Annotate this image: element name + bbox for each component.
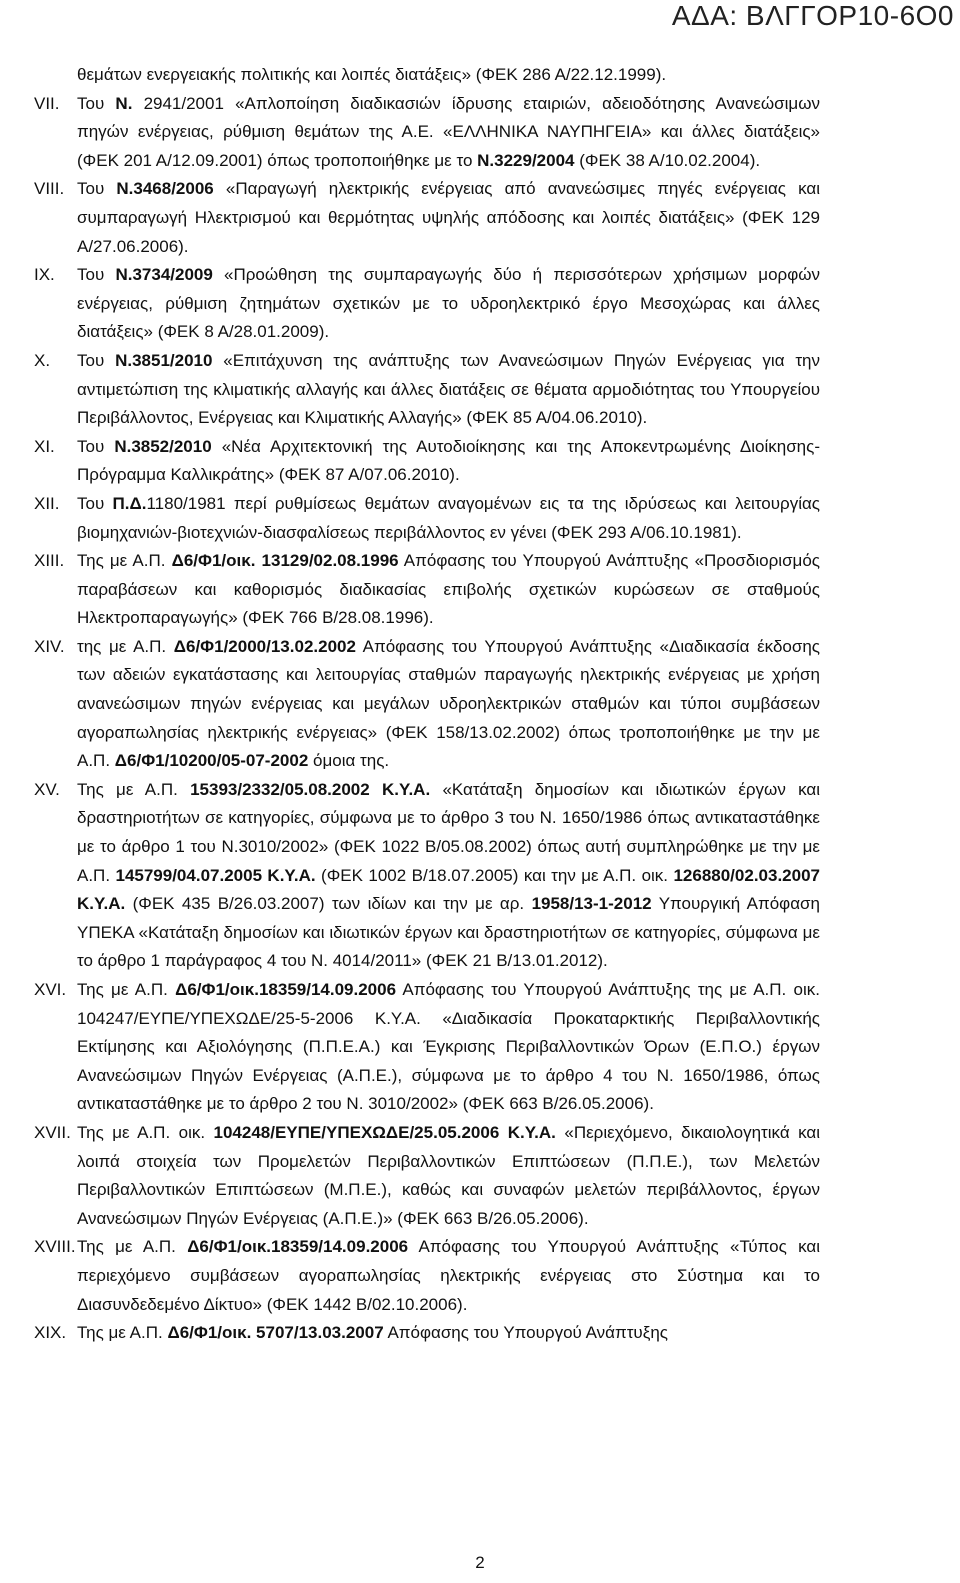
entry-text <box>77 261 820 347</box>
list-item <box>0 1233 960 1319</box>
roman-numeral: XIII. <box>34 551 65 571</box>
text-segment: 2941/2001 «Απλοποίηση διαδικασιών ίδρυσης εταιριών, αδειοδότησης Ανανεώσιμων πηγών ενέργειας, ρύθμιση θεμάτων της Α.Ε. «ΕΛΛΗΝΙΚΑ ΝΑΥΠΗΓΕΙΑ» και άλλες διατάξεις» (ΦΕΚ 201 Α/12.09.2001) όπως τροποποιήθηκε με το <box>77 93 820 170</box>
text-segment: Της με Α.Π. οικ. <box>77 1122 214 1142</box>
list-item <box>0 261 960 347</box>
bold-reference: Π.Δ. <box>112 493 147 513</box>
roman-numeral: XVI. <box>34 980 67 999</box>
entry-text <box>77 976 820 1119</box>
text-segment: 1180/1981 περί ρυθμίσεως θεμάτων αναγομένων εις τα της ιδρύσεως και λειτουργίας βιομηχανιών-βιοτεχνιών-διασφαλίσεως περιβάλλοντος εν γένει (ΦΕΚ 293 Α/06.10.1981). <box>77 493 820 542</box>
entry-text <box>77 776 820 976</box>
entry-text <box>77 433 820 490</box>
list-item <box>0 433 960 490</box>
entry-text <box>77 1233 820 1319</box>
text-segment: (ΦΕΚ 38 Α/10.02.2004). <box>574 150 761 170</box>
entry-text <box>77 547 820 633</box>
text-segment: Της με Α.Π. <box>77 1323 168 1343</box>
list-item <box>0 547 960 633</box>
list-item <box>0 1119 960 1233</box>
roman-numeral: XVII. <box>34 1122 71 1142</box>
page-number: 2 <box>475 1553 485 1572</box>
legislation-list <box>0 90 960 1348</box>
text-segment: (ΦΕΚ 1002 Β/18.07.2005) και την με Α.Π. οικ. <box>315 865 674 885</box>
roman-numeral: XV. <box>34 779 60 799</box>
text-segment: Του <box>77 265 116 285</box>
bold-reference: Δ6/Φ1/οικ. 5707/13.03.2007 <box>167 1323 384 1343</box>
text-segment: Της με Α.Π. <box>77 980 176 999</box>
continuation-text <box>77 61 820 90</box>
text-segment: «Προώθηση της συμπαραγωγής δύο ή περισσότερων χρήσιμων μορφών ενέργειας, ρύθμιση ζητημάτων σχετικών με το υδροηλεκτρικό έργο Μεσοχώρας και άλλες διατάξεις» (ΦΕΚ 8 Α/28.01.2009). <box>77 265 820 342</box>
list-item <box>0 776 960 976</box>
text-segment: θεμάτων ενεργειακής πολιτικής και λοιπές διατάξεις» (ΦΕΚ 286 Α/22.12.1999). <box>77 65 667 84</box>
text-segment: Απόφασης του Υπουργού Ανάπτυξης «Προσδιορισμός παραβάσεων και καθορισμός διαδικασίας επιβολής σχετικών κυρώσεων σε σταθμούς Ηλεκτροπαραγωγής» (ΦΕΚ 766 Β/28.08.1996). <box>77 551 820 628</box>
roman-numeral: VIII. <box>34 179 65 199</box>
text-segment: Απόφασης του Υπουργού Ανάπτυξης «Διαδικασία έκδοσης των αδειών εγκατάστασης και λειτουργίας σταθμών παραγωγής ηλεκτρικής ενέργειας με χρήση ανανεώσιμων πηγών ενέργειας και μεγάλων υδροηλεκτρικών σταθμών και τύποι συμβάσεων αγοραπωλησίας ηλεκτρικής ενέργειας» (ΦΕΚ 158/13.02.2002) όπως τροποποιήθηκε με την με Α.Π. <box>77 636 820 771</box>
bold-reference: Δ6/Φ1/10200/05-07-2002 <box>114 751 309 771</box>
text-segment: Του <box>77 493 113 513</box>
text-segment: όμοια της. <box>308 751 390 771</box>
entry-text <box>77 490 820 547</box>
text-segment: Του <box>77 436 115 456</box>
bold-reference: 1958/13-1-2012 <box>531 894 652 914</box>
entry-text <box>77 1319 820 1348</box>
roman-numeral: X. <box>34 350 51 370</box>
continuation-paragraph <box>0 61 960 90</box>
text-segment: «Κατάταξη δημοσίων και ιδιωτικών έργων και δραστηριοτήτων σε κατηγορίες, σύμφωνα με το άρθρο 3 του Ν. 1650/1986 όπως αντικαταστάθηκε με το άρθρο 1 του Ν.3010/2002» (ΦΕΚ 1022 Β/05.08.2002) όπως αυτή συμπληρώθηκε με την με Α.Π. <box>77 779 820 885</box>
text-segment: (ΦΕΚ 435 Β/26.03.2007) των ιδίων και την με αρ. <box>125 894 532 914</box>
list-item <box>0 1319 960 1348</box>
list-item <box>0 175 960 261</box>
document-body <box>0 61 960 1348</box>
text-segment: «Νέα Αρχιτεκτονική της Αυτοδιοίκησης και της Αποκεντρωμένης Διοίκησης- Πρόγραμμα Καλλικράτης» (ΦΕΚ 87 Α/07.06.2010). <box>77 436 820 485</box>
bold-reference: Ν.3468/2006 <box>116 179 214 199</box>
bold-reference: Ν.3851/2010 <box>115 350 213 370</box>
text-segment: της με Α.Π. <box>77 636 174 656</box>
bold-reference: Ν. <box>115 93 133 113</box>
bold-reference: Δ6/Φ1/οικ. 13129/02.08.1996 <box>171 551 399 571</box>
bold-reference: Ν.3229/2004 <box>477 150 575 170</box>
text-segment: Του <box>77 93 116 113</box>
bold-reference: Δ6/Φ1/οικ.18359/14.09.2006 <box>187 1237 409 1257</box>
roman-numeral: XVIII. <box>34 1237 76 1257</box>
bold-reference: 104248/ΕΥΠΕ/ΥΠΕΧΩΔΕ/25.05.2006 Κ.Υ.Α. <box>213 1122 556 1142</box>
entry-text <box>77 90 820 176</box>
bold-reference: Ν.3852/2010 <box>114 436 212 456</box>
text-segment: Του <box>77 350 116 370</box>
text-segment: Απόφασης του Υπουργού Ανάπτυξης <box>383 1323 668 1343</box>
list-item <box>0 90 960 176</box>
text-segment: Απόφασης του Υπουργού Ανάπτυξης «Τύπος και περιεχόμενο συμβάσεων αγοραπωλησίας ηλεκτρικής ενέργειας στο Σύστημα και το Διασυνδεδεμένο Δίκτυο» (ΦΕΚ 1442 Β/02.10.2006). <box>77 1237 820 1314</box>
bold-reference: 145799/04.07.2005 Κ.Υ.Α. <box>115 865 316 885</box>
roman-numeral: XIV. <box>34 636 65 656</box>
roman-numeral: XI. <box>34 436 55 456</box>
list-item <box>0 490 960 547</box>
roman-numeral: XIX. <box>34 1323 67 1343</box>
bold-reference: Δ6/Φ1/οικ.18359/14.09.2006 <box>175 980 397 999</box>
list-item <box>0 347 960 433</box>
roman-numeral: IX. <box>34 265 55 285</box>
bold-reference: Δ6/Φ1/2000/13.02.2002 <box>173 636 356 656</box>
text-segment: Υπουργική Απόφαση ΥΠΕΚΑ «Κατάταξη δημοσίων και ιδιωτικών έργων και δραστηριοτήτων σε κατηγορίες, σύμφωνα με το άρθρο 1 παράγραφος 4 του Ν. 4014/2011» (ΦΕΚ 21 Β/13.01.2012). <box>77 894 820 971</box>
text-segment: «Περιεχόμενο, δικαιολογητικά και λοιπά στοιχεία των Προμελετών Περιβαλλοντικών Επιπτώσεων (Π.Π.Ε.), των Μελετών Περιβαλλοντικών Επιπτώσεων (Μ.Π.Ε.), καθώς και συναφών μελετών περιβάλλοντος, έργων Ανανεώσιμων Πηγών Ενέργειας (Α.Π.Ε.)» (ΦΕΚ 663 Β/26.05.2006). <box>77 1122 820 1228</box>
entry-text <box>77 175 820 261</box>
text-segment: Της με Α.Π. <box>77 1237 188 1257</box>
bold-reference: 15393/2332/05.08.2002 Κ.Υ.Α. <box>190 779 431 799</box>
list-item <box>0 633 960 776</box>
text-segment: «Επιτάχυνση της ανάπτυξης των Ανανεώσιμων Πηγών Ενέργειας για την αντιμετώπιση της κλιματικής αλλαγής και άλλες διατάξεις σε θέματα αρμοδιότητας του Υπουργείου Περιβάλλοντος, Ενέργειας και Κλιματικής Αλλαγής» (ΦΕΚ 85 Α/04.06.2010). <box>77 350 820 428</box>
bold-reference: 126880/02.03.2007 Κ.Υ.Α. <box>77 865 820 914</box>
text-segment: Απόφασης του Υπουργού Ανάπτυξης της με Α.Π. οικ. 104247/ΕΥΠΕ/ΥΠΕΧΩΔΕ/25-5-2006 Κ.Υ.Α. «Διαδικασία Προκαταρκτικής Περιβαλλοντικής Εκτίμησης και Αξιολόγησης (Π.Π.Ε.Α.) και Έγκρισης Περιβαλλοντικών Όρων (Ε.Π.Ο.) έργων Ανανεώσιμων Πηγών Ενέργειας (Α.Π.Ε.), σύμφωνα με το άρθρο 4 του Ν. 1650/1986, όπως αντικαταστάθηκε με το άρθρο 2 του Ν. 3010/2002» (ΦΕΚ 663 Β/26.05.2006). <box>77 980 820 1114</box>
list-item <box>0 976 960 1119</box>
bold-reference: Ν.3734/2009 <box>115 265 213 285</box>
text-segment: Της με Α.Π. <box>77 779 191 799</box>
roman-numeral: VII. <box>34 93 60 113</box>
roman-numeral: XII. <box>34 493 60 513</box>
entry-text <box>77 1119 820 1233</box>
entry-text <box>77 347 820 433</box>
ada-identifier: ΑΔΑ: ΒΛΓΓΟΡ10-6Ο0 <box>671 0 954 31</box>
text-segment: Της με Α.Π. <box>77 551 172 571</box>
entry-text <box>77 633 820 776</box>
text-segment: Του <box>77 179 117 199</box>
text-segment: «Παραγωγή ηλεκτρικής ενέργειας από ανανεώσιμες πηγές ενέργειας και συμπαραγωγή Ηλεκτρισμού και θερμότητας υψηλής απόδοσης και λοιπές διατάξεις» (ΦΕΚ 129 Α/27.06.2006). <box>77 179 820 256</box>
